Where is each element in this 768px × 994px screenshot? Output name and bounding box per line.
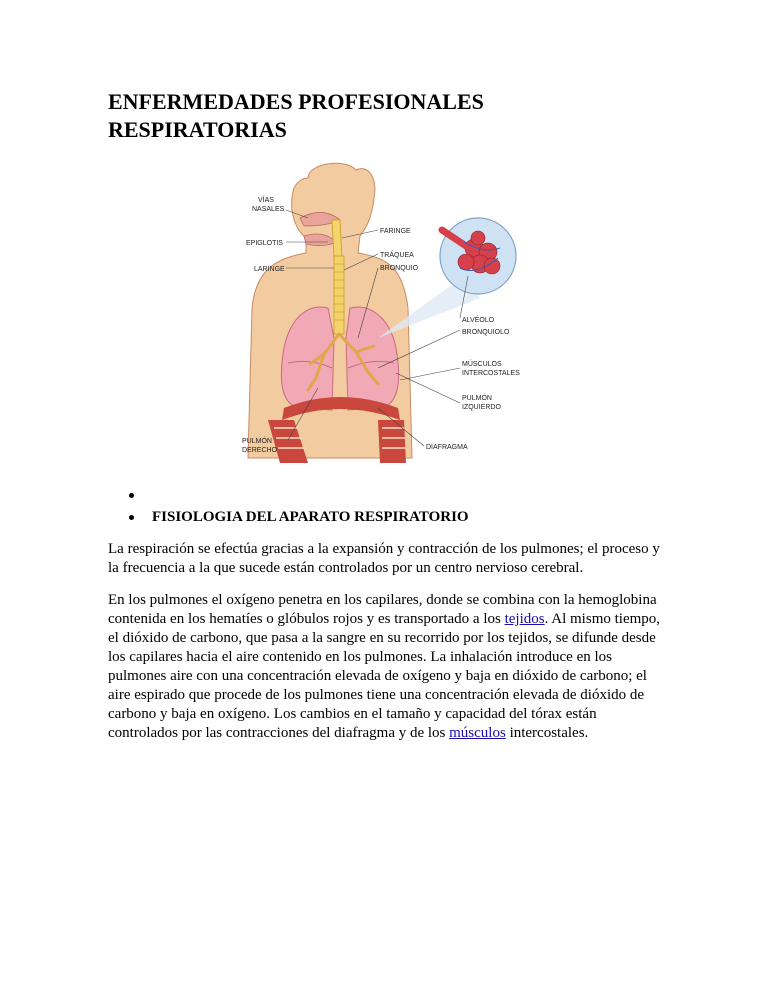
trachea [334, 256, 344, 334]
label-traquea: TRÁQUEA [380, 252, 414, 259]
label-bronquiolo: BRONQUIOLO [462, 329, 510, 336]
title-line-1: ENFERMEDADES PROFESIONALES [108, 89, 484, 114]
label-epiglotis: EPIGLOTIS [246, 240, 283, 247]
link-musculos[interactable]: músculos [449, 725, 506, 741]
bullet-dot [129, 493, 134, 498]
paragraph-intro: La respiración se efectúa gracias a la expansión y contracción de los pulmones; el proceso y la frecuencia a la que sucede están controlados por un centro nervioso cerebral. [108, 541, 660, 576]
paragraph-gas-exchange: En los pulmones el oxígeno penetra en los capilares, donde se combina con la hemoglobina contenida en los hematíes o glóbulos rojos y es transportado a los tejidos. Al mismo tiempo, el dióxido de carbono, que pasa a la sangre en su recorrido por los tejidos, se difunde desde los capilares hacia el aire contenido en los pulmones. La inhalación introduce en los pulmones aire con una concentración elevada de oxígeno y baja en dióxido de carbono; el aire espirado que procede de los pulmones tiene una concentración elevada de dióxido de carbono y baja en oxígeno. Los cambios en el tamaño y capacidad del tórax están controlados por las contracciones del diafragma y de los músculos intercostales. [108, 592, 661, 741]
label-musculos-1: MÚSCULOS [462, 361, 502, 368]
label-vias-1: VÍAS [258, 197, 274, 204]
list-item-section-title [108, 506, 469, 528]
label-faringe: FARINGE [380, 228, 411, 235]
label-pulmon-izq-1: PULMÓN [462, 395, 492, 402]
label-pulmon-der-1: PULMÓN [242, 438, 272, 445]
list-item-empty [108, 484, 469, 506]
label-diafragma: DIAFRAGMA [426, 444, 468, 451]
section-heading: FISIOLOGIA DEL APARATO RESPIRATORIO [152, 509, 469, 525]
label-laringe: LARINGE [254, 266, 285, 273]
title-line-2: RESPIRATORIAS [108, 117, 287, 142]
label-bronquio: BRONQUIO [380, 265, 419, 272]
bullet-list [108, 484, 469, 528]
link-tejidos[interactable]: tejidos [504, 611, 545, 627]
bullet-dot [129, 515, 134, 520]
label-alveolo: ALVÉOLO [462, 317, 495, 324]
label-pulmon-izq-2: IZQUIERDO [462, 404, 501, 411]
label-pulmon-der-2: DERECHO [242, 447, 278, 454]
diagram-svg [228, 158, 541, 468]
respiratory-system-diagram [228, 158, 541, 468]
pharynx [332, 220, 342, 258]
page-title [108, 88, 668, 144]
label-musculos-2: INTERCOSTALES [462, 370, 520, 377]
label-vias-2: NASALES [252, 206, 285, 213]
